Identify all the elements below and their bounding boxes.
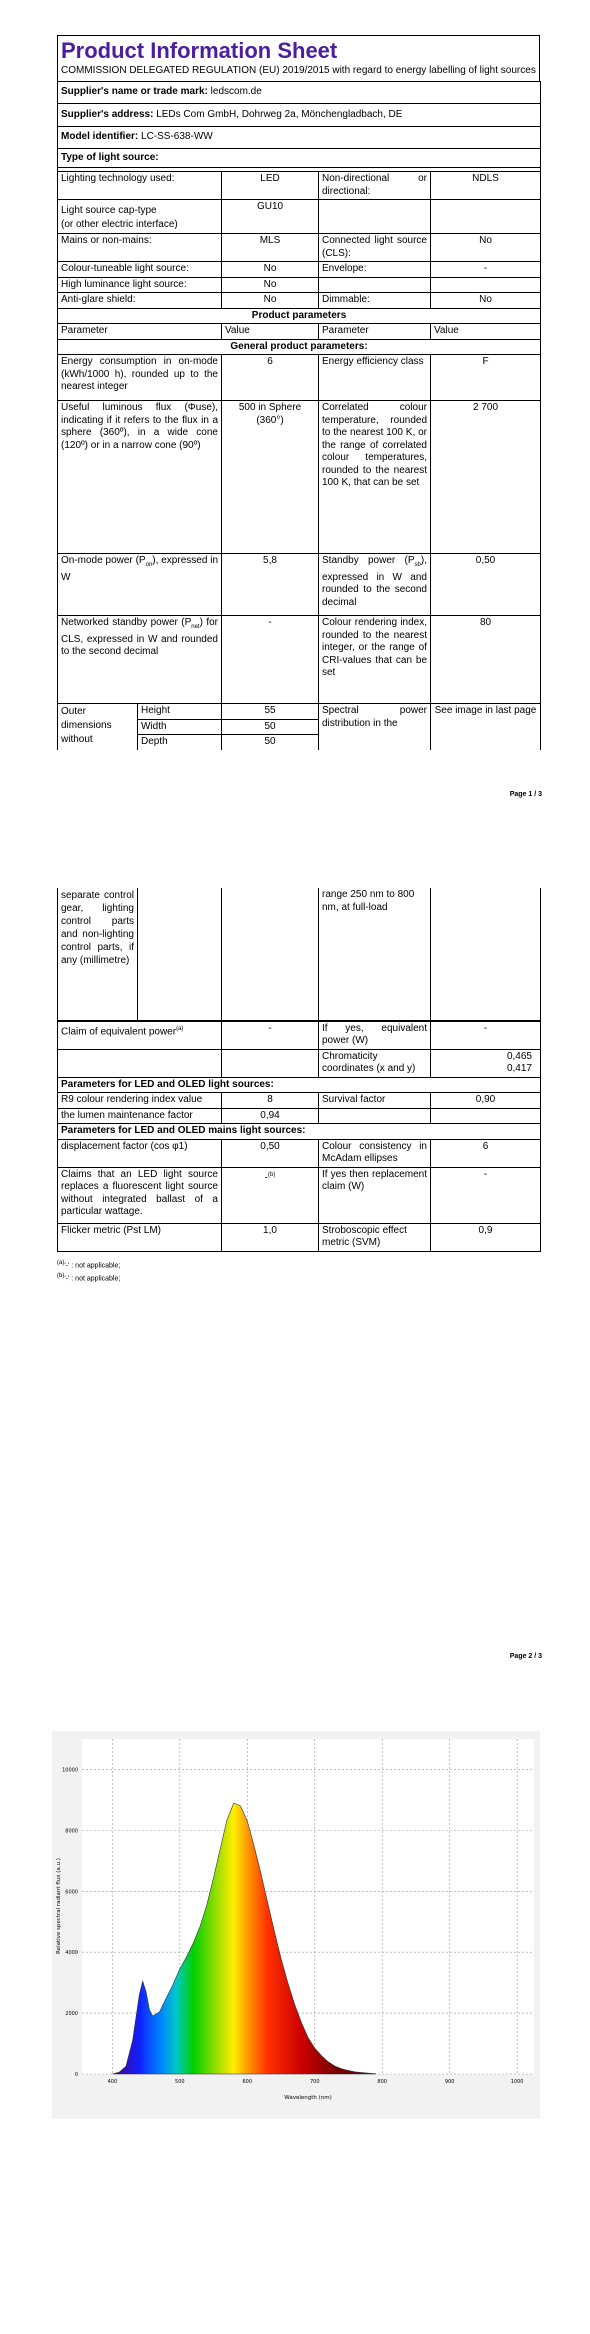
footnote-b: $^{(b)}$'-' : not applicable; [57, 1272, 121, 1283]
flicker-row [58, 1223, 541, 1251]
netstandby-value: - [222, 616, 319, 704]
model-label: Model identifier: [61, 131, 139, 142]
type-label-2: Non-directional or directional: [319, 172, 431, 200]
product-params-header: Product parameters [58, 308, 541, 324]
led-header: Parameters for LED and OLED light sources: [58, 1077, 541, 1093]
claim-row [58, 1021, 541, 1049]
type-value-2: NDLS [431, 172, 541, 200]
footnote-a: $^{(a)}$'-' : not applicable; [57, 1259, 121, 1269]
flux-value: 500 in Sphere (360°) [222, 401, 319, 554]
dim-name: Height [138, 704, 222, 719]
type-header-row [58, 148, 541, 168]
r9-label: R9 colour rendering index value [58, 1093, 222, 1109]
y-tick-label: 0 [74, 2072, 78, 2078]
y-tick-label: 10000 [62, 1767, 78, 1774]
outer-dimensions-label: Outer dimensions without [58, 704, 138, 750]
x-tick-label: 400 [107, 2079, 118, 2085]
type-label-2: Envelope: [319, 262, 431, 278]
type-value-2: - [431, 262, 541, 278]
onmode-label: On-mode power $(P_{on})$, expressed in W [58, 554, 222, 616]
type-label: Colour-tuneable light source: [58, 262, 222, 278]
claims-value: -$^{(b)}$ [222, 1167, 319, 1223]
energy-label: Energy consumption in on-mode (kWh/1000 h), rounded up to the nearest integer [58, 355, 222, 401]
equiv-power-label: If yes, equivalent power (W) [319, 1021, 431, 1049]
svm-value: 0,9 [431, 1223, 541, 1251]
type-row [58, 172, 541, 200]
dim-value: 50 [222, 735, 319, 750]
type-row [58, 277, 541, 293]
spectrum-svg [52, 1731, 540, 2119]
spectral-label: Spectral power distribution in the [319, 704, 431, 750]
regulation-text: COMMISSION DELEGATED REGULATION (EU) 2019/2015 with regard to energy labelling of light sources [61, 65, 536, 76]
claim-value: - [222, 1021, 319, 1049]
dim-name: Width [138, 719, 222, 735]
svm-label: Stroboscopic effect metric (SVM) [319, 1223, 431, 1251]
replacement-value: - [431, 1167, 541, 1223]
consistency-label: Colour consistency in McAdam ellipses [319, 1139, 431, 1167]
x-axis-label: Wavelength (nm) [284, 2095, 332, 2101]
page-1 [0, 0, 590, 840]
y-tick-label: 8000 [65, 1828, 78, 1835]
chroma-label: Chromaticity coordinates (x and y) [319, 1049, 431, 1077]
page-number: Page 1 / 3 [509, 791, 542, 798]
consistency-value: 6 [431, 1139, 541, 1167]
cri-value: 80 [431, 616, 541, 704]
standby-value: 0,50 [431, 554, 541, 616]
equiv-power-value: - [431, 1021, 541, 1049]
supplier-name-value: ledscom.de [210, 86, 262, 97]
type-label-2: Connected light source (CLS): [319, 234, 431, 262]
model-value: LC-SS-638-WW [141, 131, 213, 142]
survival-label: Survival factor [319, 1093, 431, 1109]
type-value: No [222, 262, 319, 278]
cct-value: 2 700 [431, 401, 541, 554]
general-header: General product parameters: [58, 339, 541, 355]
disp-row [58, 1139, 541, 1167]
type-row [58, 293, 541, 309]
type-row [58, 262, 541, 278]
lumen-label: the lumen maintenance factor [58, 1108, 222, 1124]
col-header-parameter: Parameter [58, 324, 222, 340]
continued-table [57, 888, 541, 1021]
flicker-label: Flicker metric (Pst LM) [58, 1223, 222, 1251]
claim-label: Claim of equivalent power$^{(a)}$ [58, 1021, 222, 1049]
replacement-label: If yes then replacement claim (W) [319, 1167, 431, 1223]
x-tick-label: 700 [309, 2079, 320, 2085]
supplier-address-label: Supplier's address: [61, 108, 154, 120]
type-value: LED [222, 172, 319, 200]
dim-row [58, 704, 541, 719]
energy-row [58, 355, 541, 401]
efficiency-class-label: Energy efficiency class [319, 355, 431, 401]
cri-label: Colour rendering index, rounded to the nearest integer, or the range of CRI-values that can be set [319, 616, 431, 704]
y-tick-label: 6000 [65, 1889, 78, 1896]
col-header-value: Value [222, 324, 319, 340]
supplier-name-label: Supplier's name or trade mark: [61, 86, 208, 97]
efficiency-class-value: F [431, 355, 541, 401]
claims-row [58, 1167, 541, 1223]
cct-label: Correlated colour temperature, rounded to the nearest 100 K, or the range of correlated colour temperatures, rounded to the nearest 100 K, that can be set [319, 401, 431, 554]
dim-value: 50 [222, 719, 319, 735]
product-params-header-row [58, 308, 541, 324]
params-table-2 [57, 1021, 541, 1252]
chroma-values: 0,465 0,417 [431, 1049, 541, 1077]
type-value-2: No [431, 234, 541, 262]
type-label-2 [319, 277, 431, 293]
type-header: Type of light source: [58, 148, 541, 168]
col-header-parameter-2: Parameter [319, 324, 431, 340]
type-value: No [222, 277, 319, 293]
page-number: Page 2 / 3 [509, 1653, 542, 1660]
y-tick-label: 4000 [65, 1950, 78, 1957]
mains-header: Parameters for LED and OLED mains light sources: [58, 1124, 541, 1140]
type-value-2 [431, 277, 541, 293]
supplier-address-row [58, 103, 541, 127]
flux-row [58, 401, 541, 554]
netstandby-row [58, 616, 541, 704]
type-label: Lighting technology used: [58, 172, 222, 200]
supplier-address-value: LEDs Com GmbH, Dohrweg 2a, Mönchengladbach, DE [156, 108, 403, 120]
mains-header-row [58, 1124, 541, 1140]
energy-value: 6 [222, 355, 319, 401]
onmode-row [58, 554, 541, 616]
r9-row [58, 1093, 541, 1109]
standby-label: Standby power $(P_{sb})$, expressed in W and rounded to the second decimal [319, 554, 431, 616]
dim-name: Depth [138, 735, 222, 750]
onmode-value: 5,8 [222, 554, 319, 616]
type-value-2 [431, 200, 541, 234]
type-label: Anti-glare shield: [58, 293, 222, 309]
flux-label: Useful luminous flux (Φuse), indicating if it refers to the flux in a sphere (360º), in a wide cone (120º) or in a narrow cone (90º) [58, 401, 222, 554]
page-2 [0, 888, 590, 1708]
type-value: MLS [222, 234, 319, 262]
x-tick-label: 600 [242, 2079, 253, 2085]
claims-label: Claims that an LED light source replaces a fluorescent light source without integrated ballast of a particular wattage. [58, 1167, 222, 1223]
general-header-row [58, 339, 541, 355]
type-row [58, 200, 541, 234]
spectral-cont: range 250 nm to 800 nm, at full-load [319, 888, 431, 1020]
lumen-row [58, 1108, 541, 1124]
disp-value: 0,50 [222, 1139, 319, 1167]
netstandby-label: Networked standby power $(P_{net})$ for CLS, expressed in W and rounded to the second decimal [58, 616, 222, 704]
y-tick-label: 2000 [65, 2011, 78, 2018]
column-headers-row [58, 324, 541, 340]
model-row [58, 127, 541, 149]
spectral-value: See image in last page [431, 704, 541, 750]
info-table [57, 81, 541, 704]
type-label: High luminance light source: [58, 277, 222, 293]
type-label-2: Dimmable: [319, 293, 431, 309]
col-header-value-2: Value [431, 324, 541, 340]
spectrum-chart [52, 1731, 540, 2119]
type-label: Light source cap-type (or other electric interface) [58, 200, 222, 234]
supplier-name-row [58, 82, 541, 104]
outer-cont-row [58, 888, 541, 1020]
dim-value: 55 [222, 704, 319, 719]
y-axis-label: Relative spectral radiant flux (a.u.) [56, 1858, 62, 1954]
page-title: Product Information Sheet [61, 38, 338, 63]
dimensions-table [57, 704, 541, 750]
type-label: Mains or non-mains: [58, 234, 222, 262]
flicker-value: 1,0 [222, 1223, 319, 1251]
survival-value: 0,90 [431, 1093, 541, 1109]
type-value-2: No [431, 293, 541, 309]
type-value: No [222, 293, 319, 309]
type-value: GU10 [222, 200, 319, 234]
x-tick-label: 1000 [510, 2079, 524, 2085]
chroma-row [58, 1049, 541, 1077]
x-tick-label: 500 [175, 2079, 185, 2085]
lumen-value: 0,94 [222, 1108, 319, 1124]
disp-label: displacement factor (cos φ1) [58, 1139, 222, 1167]
led-header-row [58, 1077, 541, 1093]
type-label-2 [319, 200, 431, 234]
r9-value: 8 [222, 1093, 319, 1109]
outer-dimensions-cont: separate control gear, lighting control parts and non-lighting control parts, if any (millimetre) [58, 888, 138, 1020]
x-tick-label: 900 [444, 2079, 455, 2085]
x-tick-label: 800 [377, 2079, 387, 2085]
type-row [58, 234, 541, 262]
